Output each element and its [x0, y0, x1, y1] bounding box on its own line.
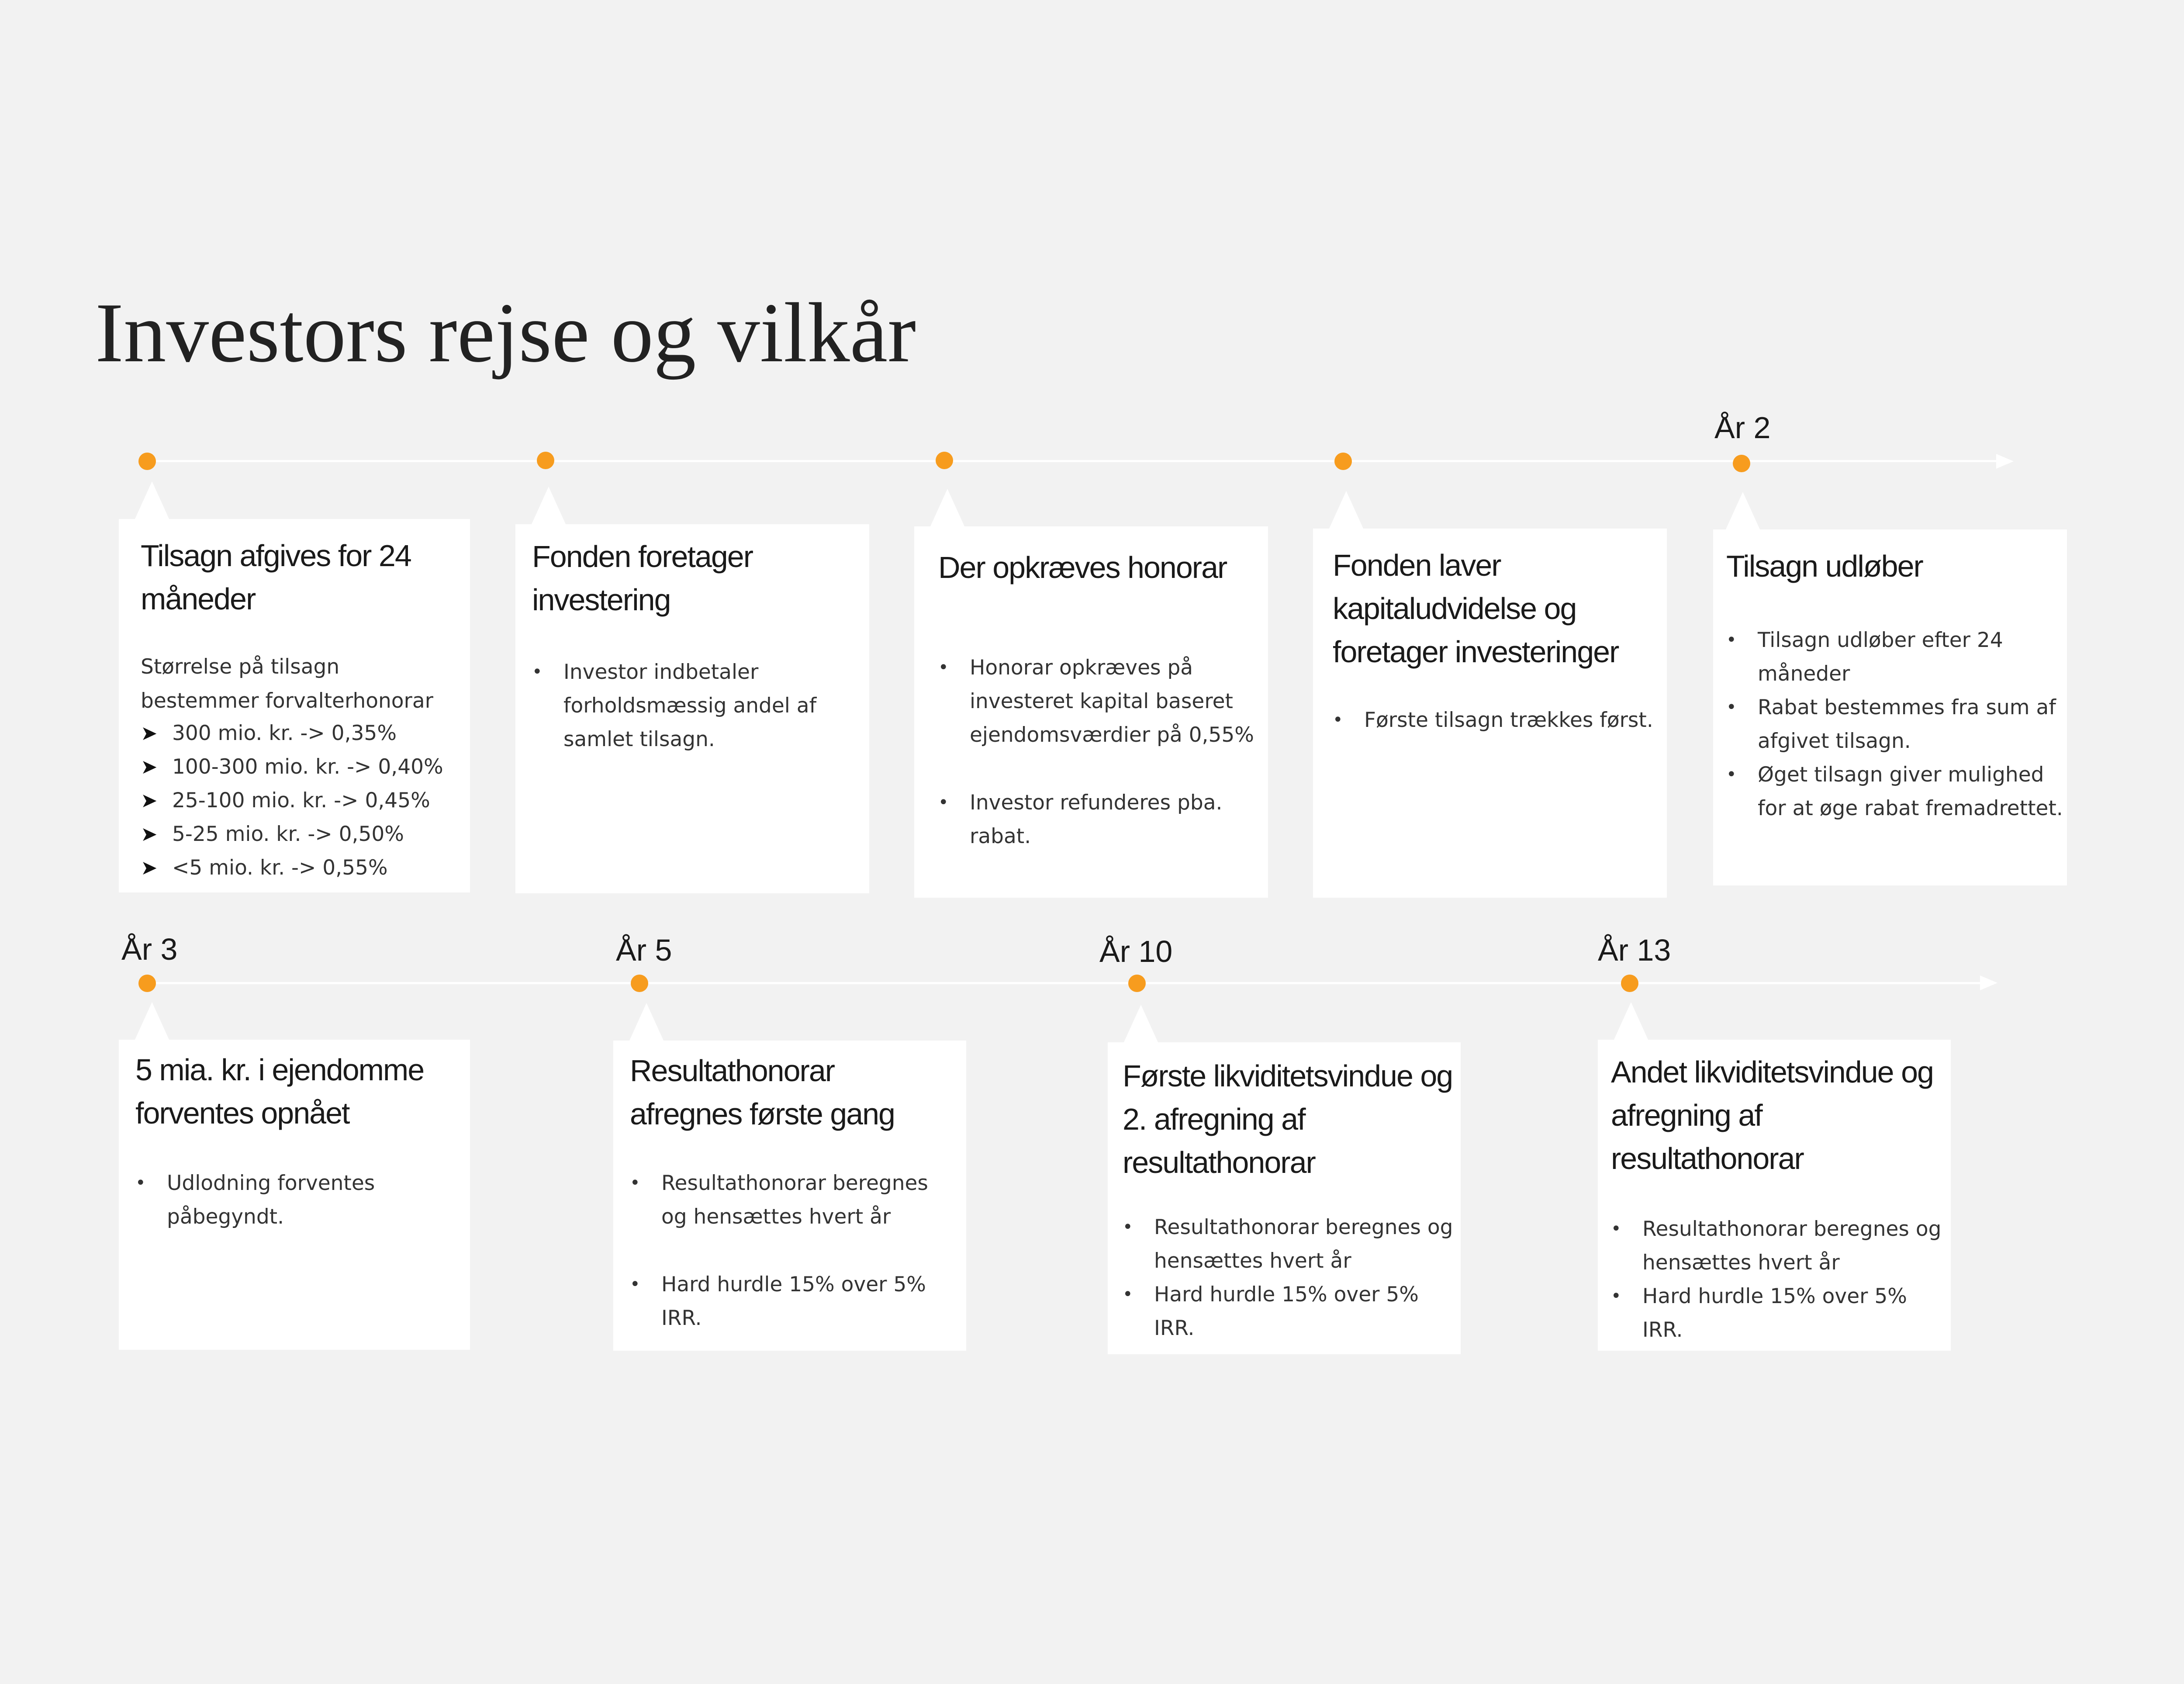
list-item: ➤ <5 mio. kr. -> 0,55% [141, 851, 464, 885]
timeline-arrowhead-top [1996, 454, 2014, 469]
list-item: ➤ 100-300 mio. kr. -> 0,40% [141, 750, 464, 784]
year-label-ar-2: År 2 [1714, 411, 1771, 445]
page-title: Investors rejse og vilkår [95, 286, 916, 380]
card-pointer [1329, 491, 1364, 529]
card-title: Tilsagn udløber [1726, 549, 1923, 583]
card-pointer [629, 1003, 664, 1041]
list-item: • Resultathonorar beregnes og hensættes hvert år [1123, 1210, 1459, 1278]
card-pointer [930, 489, 965, 527]
bullet-icon: • [630, 1274, 640, 1294]
year-label-ar-10: År 10 [1099, 934, 1173, 968]
bullet-list [1123, 1210, 1459, 1345]
timeline-arrowhead-bottom [1980, 975, 1997, 990]
bullet-icon: • [1123, 1284, 1133, 1304]
list-item: • Honorar opkræves på investeret kapital baseret ejendomsværdier på 0,55% [938, 651, 1261, 752]
milestone-dot [537, 452, 554, 469]
list-item: • Resultathonorar beregnes og hensættes hvert år [1611, 1212, 1949, 1279]
card-description: Størrelse på tilsagn bestemmer forvalterhonorar [141, 655, 434, 713]
year-label-ar-13: År 13 [1598, 933, 1671, 967]
list-item: • Udlodning forventes påbegyndt. [135, 1166, 459, 1234]
bullet-list [135, 1166, 459, 1234]
bullet-list [1333, 703, 1665, 737]
bullet-list [532, 655, 855, 756]
card-title: Fonden foretager investering [532, 539, 753, 617]
list-item: • Hard hurdle 15% over 5% IRR. [1611, 1279, 1949, 1347]
list-item: • Resultathonorar beregnes og hensættes hvert år [630, 1166, 957, 1234]
list-item: ➤ 5-25 mio. kr. -> 0,50% [141, 817, 464, 851]
card-title: Fonden laver kapitaludvidelse og foretager investeringer [1333, 548, 1619, 669]
arrow-bullet-icon: ➤ [141, 755, 158, 778]
milestone-card-resultathonorar-forste-gang [613, 1041, 966, 1351]
arrow-bullet-icon: ➤ [141, 856, 158, 879]
milestone-dot [1621, 975, 1638, 992]
arrow-bullet-icon: ➤ [141, 721, 158, 745]
milestone-dot [138, 453, 156, 470]
list-item: ➤ 300 mio. kr. -> 0,35% [141, 716, 464, 750]
card-pointer [1123, 1005, 1158, 1043]
milestone-dot [1334, 453, 1352, 470]
card-pointer [1614, 1002, 1648, 1041]
list-item: • Tilsagn udløber efter 24 måneder [1726, 623, 2065, 691]
year-label-ar-3: År 3 [121, 932, 178, 966]
card-pointer [1725, 492, 1760, 530]
bullet-icon: • [1726, 630, 1737, 650]
bullet-icon: • [630, 1173, 640, 1193]
bullet-icon: • [938, 657, 949, 678]
card-pointer [135, 1002, 169, 1041]
bullet-icon: • [532, 662, 543, 682]
list-item: • Hard hurdle 15% over 5% IRR. [630, 1268, 957, 1335]
bullet-icon: • [1726, 764, 1737, 785]
timeline-line-top [147, 460, 1999, 462]
milestone-dot [1733, 455, 1750, 472]
bullet-icon: • [938, 792, 949, 813]
milestone-card-andet-likviditetsvindue [1598, 1040, 1951, 1351]
bullet-icon: • [1611, 1286, 1621, 1306]
bullet-icon: • [1123, 1217, 1133, 1237]
list-item: ➤ 25-100 mio. kr. -> 0,45% [141, 784, 464, 817]
bullet-icon: • [135, 1173, 146, 1193]
milestone-dot [631, 975, 648, 992]
fee-tier-list [141, 716, 464, 885]
milestone-card-fonden-foretager-investering [515, 524, 869, 893]
milestone-card-fonden-laver-kapitaludvidelse [1313, 529, 1667, 898]
arrow-bullet-icon: ➤ [141, 788, 158, 812]
timeline-line-bottom [147, 982, 1990, 984]
bullet-list [938, 651, 1261, 887]
milestone-card-tilsagn-afgives [119, 519, 470, 892]
card-pointer [135, 481, 169, 520]
card-pointer [531, 487, 566, 525]
list-item: • Første tilsagn trækkes først. [1333, 703, 1665, 737]
list-item: • Investor refunderes pba. rabat. [938, 786, 1261, 853]
milestone-dot [936, 452, 953, 469]
list-item: • Hard hurdle 15% over 5% IRR. [1123, 1278, 1459, 1345]
milestone-dot [138, 975, 156, 992]
card-title: Andet likviditetsvindue og afregning af resultathonorar [1611, 1055, 1933, 1176]
bullet-icon: • [1611, 1219, 1621, 1239]
list-item: • Rabat bestemmes fra sum af afgivet tilsagn. [1726, 691, 2065, 758]
bullet-list [630, 1166, 957, 1369]
list-item: • Øget tilsagn giver mulighed for at øge rabat fremadrettet. [1726, 758, 2065, 825]
card-title: Tilsagn afgives for 24 måneder [141, 539, 411, 616]
bullet-icon: • [1333, 710, 1343, 730]
card-title: Der opkræves honorar [938, 550, 1227, 584]
bullet-list [1726, 623, 2065, 825]
milestone-card-der-opkraeves-honorar [914, 526, 1268, 898]
milestone-card-forste-likviditetsvindue [1108, 1042, 1461, 1354]
bullet-list [1611, 1212, 1949, 1347]
milestone-dot [1128, 975, 1146, 992]
list-item: • Investor indbetaler forholdsmæssig andel af samlet tilsagn. [532, 655, 855, 756]
card-title: Resultathonorar afregnes første gang [630, 1054, 895, 1131]
arrow-bullet-icon: ➤ [141, 822, 158, 846]
card-title: Første likviditetsvindue og 2. afregning af resultathonorar [1123, 1059, 1453, 1179]
bullet-icon: • [1726, 697, 1737, 717]
milestone-card-tilsagn-udlober [1713, 529, 2067, 885]
year-label-ar-5: År 5 [616, 933, 672, 967]
card-title: 5 mia. kr. i ejendomme forventes opnået [135, 1053, 424, 1130]
milestone-card-5-mia-ejendomme [119, 1040, 470, 1350]
